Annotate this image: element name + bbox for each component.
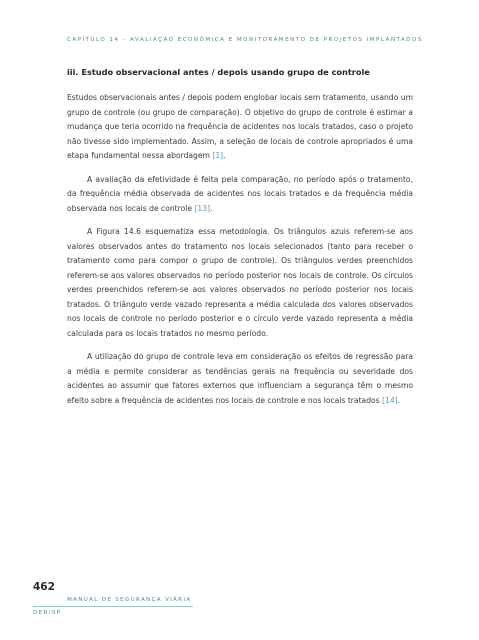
paragraph-1-tail: . (223, 151, 226, 160)
citation-13[interactable]: [13] (194, 203, 211, 213)
footer-organization: DER/SP (33, 610, 62, 616)
paragraph-4-tail: . (397, 395, 401, 405)
citation-1[interactable]: [1] (212, 151, 224, 160)
paragraph-3 (67, 225, 413, 341)
main-content (67, 66, 413, 417)
footer-book-title: MANUAL DE SEGURANÇA VIÁRIA (67, 597, 192, 603)
paragraph-1 (67, 91, 413, 164)
paragraph-4 (67, 350, 413, 408)
paragraph-4-text: A utilização do grupo de controle leva em consideração os efeitos de regressão para a média e permite considerar as tendências gerais na frequência ou severidade dos acidentes ao assumir que fatores externos que influenciam a segurança têm o mesmo efeito sobre a frequência de acidentes nos locais de controle e nos locais tratados (67, 352, 413, 405)
paragraph-1-text: Estudos observacionais antes / depois podem englobar locais sem tratamento, usando um grupo de controle (ou grupo de comparação). O objetivo do grupo de controle é estimar a mudança que teria ocorrido na frequência de acidentes nos locais tratados, caso o projeto não tivesse sido implementado. Assim, a seleção de locais de controle apropriados é uma etapa fundamental nessa abordagem (67, 93, 413, 160)
section-heading: iii. Estudo observacional antes / depois usando grupo de controle (67, 67, 370, 77)
paragraph-3-text: A Figura 14.6 esquematiza essa metodologia. Os triângulos azuis referem-se aos valores observados antes do tratamento nos locais selecionados (tanto para receber o tratamento como para compor o grupo de controle). Os triângulos verdes preenchidos referem-se aos valores observados no período posterior nos locais de controle. Os círculos verdes preenchidos referem-se aos valores observados no período posterior nos locais tratados. O triângulo verde vazado representa a média calculada dos valores observados nos locais de controle no período posterior e o círculo verde vazado representa a média calculada para os locais tratados no mesmo período. (67, 227, 413, 338)
page-number: 462 (33, 581, 55, 593)
citation-14[interactable]: [14] (382, 395, 398, 405)
paragraph-2-tail: . (210, 203, 213, 213)
footer-divider (33, 606, 193, 607)
paragraph-2-text: A avaliação da efetividade é feita pela comparação, no período após o tratamento, da frequência média observada de acidentes nos locais tratados e da frequência média observada nos locais de controle (67, 174, 413, 213)
running-header: CAPÍTULO 14 – AVALIAÇÃO ECONÔMICA E MONITORAMENTO DE PROJETOS IMPLANTADOS (67, 37, 423, 43)
paragraph-2 (67, 173, 413, 217)
